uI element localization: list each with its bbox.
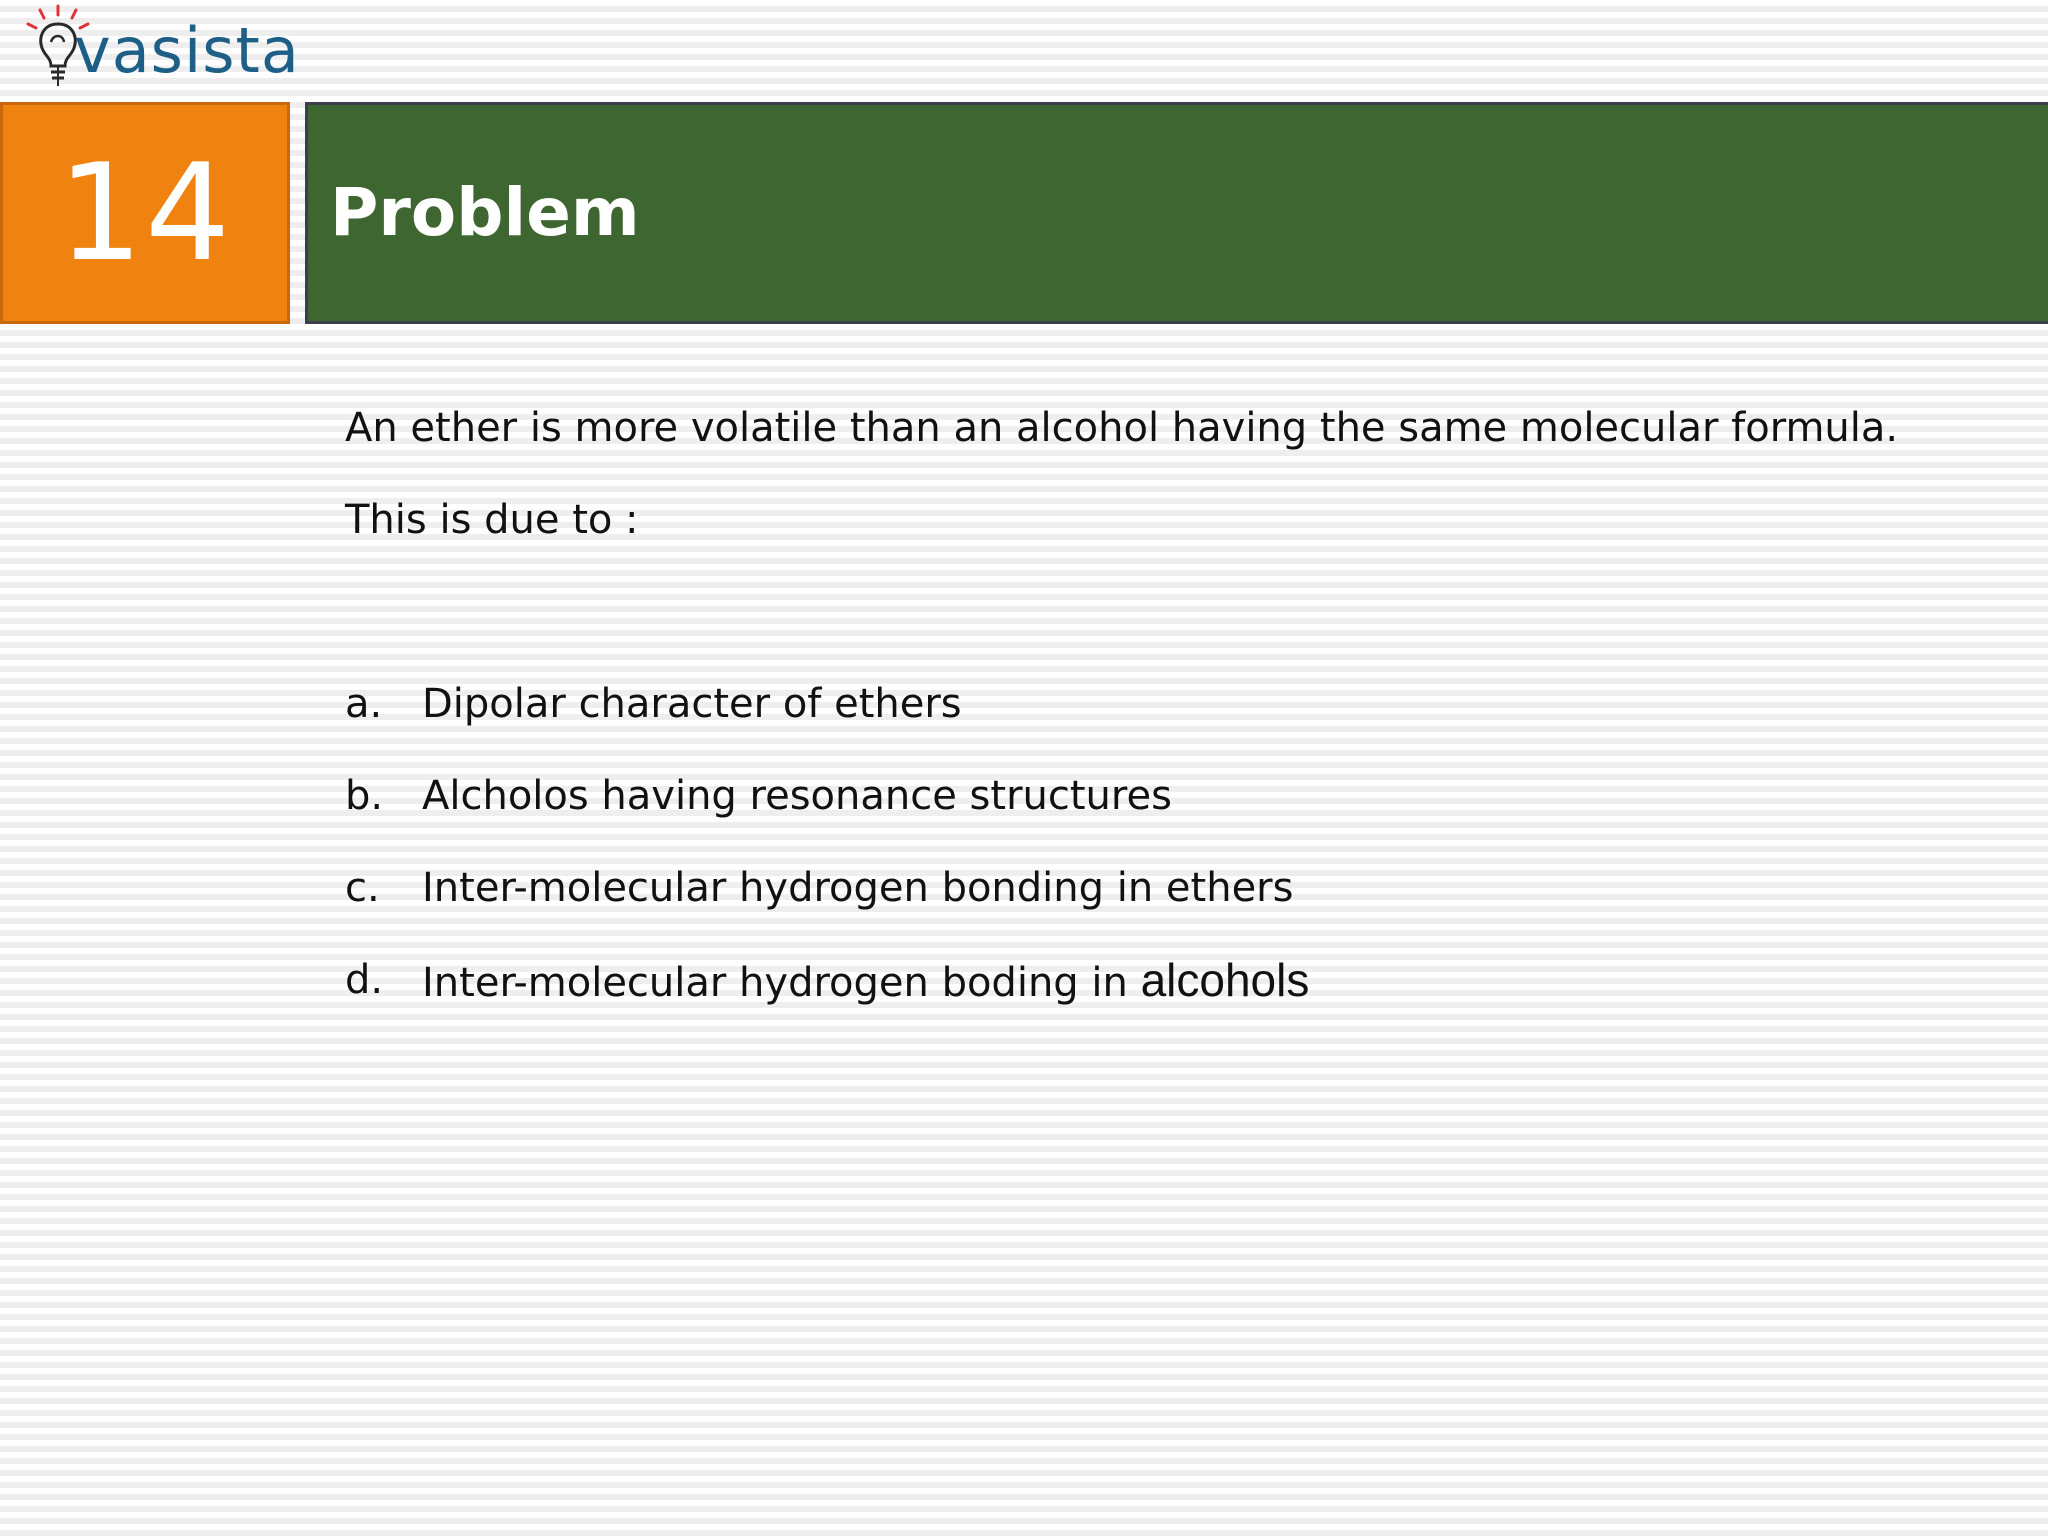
slide-number: 14	[57, 135, 233, 291]
slide-number-box	[0, 102, 290, 324]
option-text: Dipolar character of ethers	[422, 681, 962, 727]
options-list	[345, 658, 2025, 1029]
question-content	[345, 382, 2025, 1029]
option-letter: d.	[345, 957, 384, 1003]
option-text: Alcholos having resonance structures	[422, 773, 1172, 819]
option-letter: b.	[345, 773, 384, 819]
option-b	[345, 750, 2025, 842]
option-c	[345, 842, 2025, 934]
slide-title: Problem	[330, 174, 640, 251]
option-d	[345, 934, 2025, 1029]
option-a	[345, 658, 2025, 750]
option-text-wrapper	[422, 934, 1309, 1029]
question-line-1: An ether is more volatile than an alcohol having the same molecular formula.	[345, 405, 1899, 451]
option-letter: c.	[345, 865, 380, 911]
option-text-tail: alcohols	[1140, 954, 1310, 1006]
option-text: Inter-molecular hydrogen bonding in ethers	[422, 865, 1294, 911]
title-bar	[305, 102, 2048, 324]
question-line-2: This is due to :	[345, 497, 639, 543]
option-text: Inter-molecular hydrogen boding in	[422, 960, 1141, 1006]
vasista-logo	[18, 2, 300, 98]
option-letter: a.	[345, 681, 383, 727]
logo-wordmark: vasista	[74, 14, 300, 87]
